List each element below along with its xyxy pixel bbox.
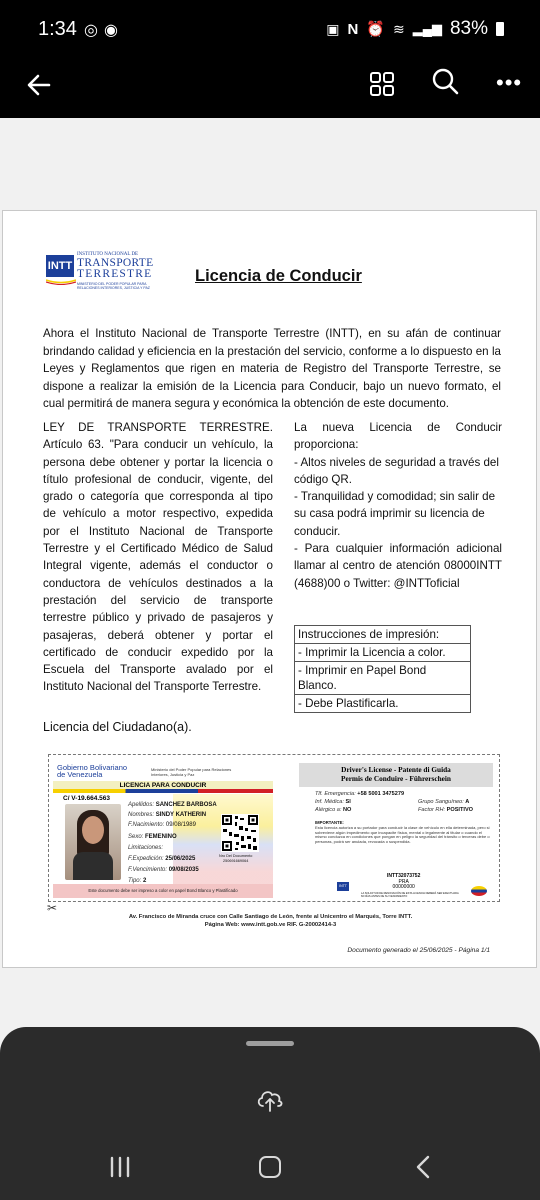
license-footer: Este documento debe ser impreso a color en papel Bond Blanco y Plastificado [88, 888, 238, 893]
important-text: Esta licencia autoriza a su portador para conducir la clase de vehículo en ella determinada, pero si sobreviene algún impedimento que incapacite física, mental o legalmente al titular o cuando el mismo conduzca en condiciones que pongan en peligro la seguridad del tránsito o terceras debe o personas, podrá ser anulada, revocada o suspendida. [315, 825, 490, 844]
home-icon[interactable] [259, 1156, 281, 1178]
print-instruction: - Debe Plastificarla. [298, 697, 399, 710]
bottom-sheet [0, 1027, 540, 1150]
drag-handle[interactable] [246, 1041, 294, 1046]
browser-icon: ◉ [103, 22, 124, 39]
allergic-label: Alérgico a: [315, 807, 342, 813]
allergic-value: NO [343, 807, 352, 813]
system-icons [326, 18, 504, 40]
pra-label: PRA [398, 878, 409, 885]
allergic-field [315, 807, 351, 813]
web-line: Página Web: www.intt.gob.ve RIF. G-20002414-3 [204, 922, 337, 928]
back-header-line1: Driver's License - Patente di Guida [341, 765, 451, 774]
gov-line1: Gobierno Bolivariano [57, 763, 128, 772]
pdf-page [2, 210, 537, 968]
recent-apps-icon[interactable] [108, 1156, 132, 1178]
license-back [275, 758, 497, 898]
issue-field [128, 856, 195, 862]
birth-label: F.Nacimiento: [128, 822, 165, 828]
expiry-value: 09/08/2035 [168, 867, 199, 873]
ministry-label: Ministerio del Poder Popular para Relaciones Interiores, Justicia y Paz [151, 767, 232, 777]
logo-line1: INSTITUTO NACIONAL DE [77, 252, 139, 257]
photo-face [82, 816, 104, 844]
gov-line2: de Venezuela [57, 770, 103, 779]
emergency-value: +58 5001 3475279 [357, 791, 405, 797]
logo-abbr: INTT [46, 255, 74, 277]
print-instructions-box [294, 625, 471, 713]
print-instruction: - Imprimir en Papel Bond Blanco. [295, 662, 470, 695]
rh-value: POSITIVO [446, 807, 474, 813]
limits-label: Limitaciones: [128, 845, 164, 851]
print-instruction: - Imprimir la Licencia a color. [295, 644, 470, 662]
document-title: Licencia de Conducir [195, 267, 362, 285]
generated-footer: Documento generado el 25/06/2025 - Página 1/1 [347, 947, 490, 954]
qr-code [221, 814, 259, 852]
issue-label: F.Expedición: [128, 856, 164, 862]
license-id: C/ V-19.664.563 [63, 795, 110, 802]
control-label: Nro Del Documento [219, 854, 253, 858]
logo-line2: TRANSPORTE [77, 257, 154, 269]
scissors-icon: ✂ [47, 901, 58, 915]
expiry-field [128, 867, 199, 873]
surname-field [128, 802, 217, 808]
blood-label: Grupo Sanguíneo: [418, 799, 464, 805]
benefit-item: - Para cualquier información adicional llamar al centro de atención 08000INTT (4688)00 o Twitter: @INTToficial [294, 542, 502, 590]
license-front [53, 758, 273, 898]
blood-value: A [465, 799, 470, 805]
benefit-item: - Tranquilidad y comodidad; sin salir de su casa podrá imprimir su licencia de conducir. [294, 490, 496, 538]
surname-label: Apellidos: [128, 802, 155, 808]
names-value: SINDY KATHERIN [155, 812, 207, 818]
intro-paragraph: Ahora el Instituto Nacional de Transporte Terrestre (INTT), en su afán de continuar brindando calidad y eficiencia en la prestación del servicio, conforme a lo dispuesto en la Leyes y Reglamentos que rigen en materia de Registro del Transporte Terrestre, se dispone a realizar la emisión de la Licencia para Conducir, bajo un nuevo formato, el cual permitirá de manera segura y económica la obtención de este documento. [43, 327, 501, 411]
type-label: Tipo: [128, 878, 142, 884]
instagram-icon: ◎ [84, 22, 104, 39]
notification-icons [84, 20, 124, 40]
logo-ministry: MINISTERIO DEL PODER POPULAR PARA RELACIONES INTERIORES, JUSTICIA Y PAZ [77, 282, 150, 290]
status-time: 1:34 [38, 18, 77, 40]
benefit-item: - Altos niveles de seguridad a través del código QR. [294, 455, 499, 486]
back-icon[interactable] [414, 1155, 432, 1179]
names-field [128, 812, 206, 818]
renewal-note: LA SOLICITUD DE RENOVACIÓN DE ESTA LICENCIA DEBERÁ SER EFECTUADA 60 DÍAS ANTES DE SU VENCIMIENTO [361, 892, 459, 898]
logo-line3: TERRESTRE [77, 268, 153, 280]
cloud-upload-icon[interactable] [255, 1085, 285, 1115]
address-line: Av. Francisco de Miranda cruce con Calle Santiago de León, frente al Unicentro el Marqués, Torre INTT. [128, 914, 413, 920]
status-bar [0, 0, 540, 58]
number-value: INTT32073752 [387, 873, 421, 879]
battery-percent: 83% [449, 18, 488, 39]
address-block [3, 913, 538, 929]
birth-field [128, 822, 196, 828]
sex-label: Sexo: [128, 834, 144, 840]
expiry-label: F.Vencimiento: [128, 867, 168, 873]
intt-logo [46, 251, 158, 297]
holder-photo [65, 804, 121, 880]
rh-field [418, 807, 473, 813]
emergency-label: Tlf. Emergencia: [315, 791, 356, 797]
back-arrow-icon[interactable] [22, 68, 56, 102]
sex-field [128, 834, 177, 840]
medical-field [315, 799, 351, 805]
license-cutout [48, 754, 500, 902]
photo-body [73, 852, 113, 880]
rh-label: Factor RH: [418, 807, 446, 813]
system-nav-bar [0, 1150, 540, 1200]
more-options-icon[interactable]: ••• [496, 70, 523, 95]
citizen-label: Licencia del Ciudadano(a). [43, 720, 192, 734]
type-value: 2 [142, 878, 147, 884]
print-instruction: Instrucciones de impresión: [295, 626, 470, 644]
gov-label [57, 764, 127, 778]
license-number [387, 874, 420, 891]
control-value: 250691669064 [223, 859, 249, 863]
surname-value: SANCHEZ BARBOSA [155, 802, 217, 808]
benefits-column [294, 419, 502, 592]
important-label: IMPORTANTE: [315, 820, 344, 825]
birth-value: 09/08/1989 [165, 822, 196, 828]
blood-field [418, 799, 469, 805]
license-title: LICENCIA PARA CONDUCIR [53, 781, 273, 790]
viewer-toolbar [0, 58, 540, 118]
flag-stripe [53, 789, 273, 793]
benefits-intro: La nueva Licencia de Conducir proporciona: [294, 421, 502, 452]
nfc-icon: N [347, 20, 359, 38]
back-header-line2: Permis de Conduire - Führerschein [341, 773, 451, 783]
license-back-header [299, 763, 493, 787]
intt-small-logo: INTT [337, 882, 349, 891]
pdf-viewer[interactable] [0, 118, 540, 1028]
medical-label: Inf. Médica: [315, 799, 344, 805]
emergency-field [315, 791, 404, 797]
battery-saver-icon: ▣ [326, 20, 340, 37]
pra-value: 00000000 [392, 884, 415, 890]
wifi-icon: ≋ [393, 20, 405, 37]
venezuela-flag-icon [471, 886, 487, 896]
battery-icon [496, 22, 504, 36]
alarm-icon: ⏰ [366, 21, 386, 38]
law-paragraph: LEY DE TRANSPORTE TERRESTRE. Artículo 63. "Para conducir un vehículo, la persona debe obtener y portar la licencia o título profesional de conducir, vigente, del grado o categoría que corresponda al tipo de vehículo a motor respectivo, expedida por el Instituto Nacional de Transporte Terrestre y el Certificado Médico de Salud Integral vigente, además el conductor o conductora de vehículos destinados a la prestación del servicio de transporte terrestre público y privado de pasajeros y pasajeras, deberá obtener y portar el certificado de conducir expedido por la Escuela del Transporte avalado por el Instituto Nacional del Transporte Terrestre. [43, 421, 273, 694]
sex-value: FEMENINO [145, 834, 177, 840]
grid-view-icon[interactable] [368, 70, 396, 98]
medical-value: SI [345, 799, 351, 805]
logo-swoosh [46, 279, 76, 285]
signal-icon: ▂▄▆ [412, 21, 442, 36]
search-icon[interactable] [430, 66, 460, 96]
names-label: Nombres: [128, 812, 155, 818]
issue-value: 25/06/2025 [165, 856, 196, 862]
limits-field [128, 845, 163, 851]
